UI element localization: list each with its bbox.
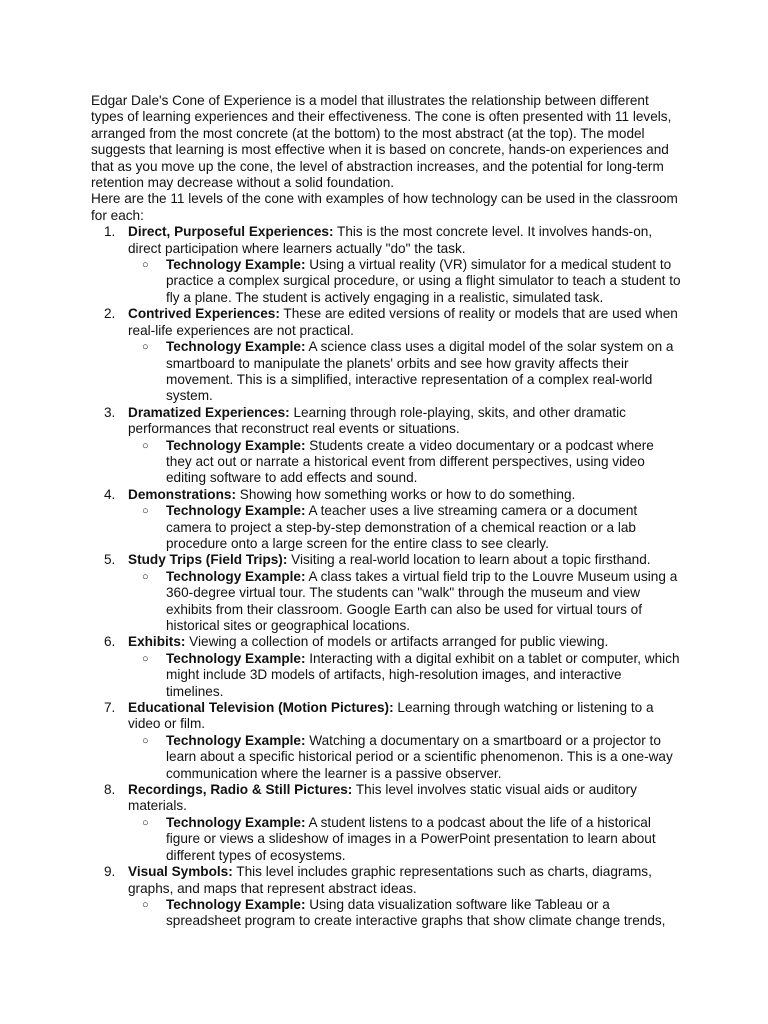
- level-title: Educational Television (Motion Pictures):: [128, 700, 394, 716]
- hollow-circle-bullet-icon: ○: [142, 341, 149, 354]
- example-item: [128, 257, 681, 306]
- level-item: [91, 700, 681, 782]
- example-label: Technology Example:: [166, 896, 306, 912]
- level-number: 8.: [104, 782, 116, 798]
- example-list: [128, 503, 681, 552]
- level-item: [91, 487, 681, 553]
- hollow-circle-bullet-icon: ○: [142, 570, 149, 583]
- hollow-circle-bullet-icon: ○: [142, 259, 149, 272]
- level-title: Exhibits:: [128, 634, 186, 650]
- level-item: [91, 864, 681, 930]
- example-item: [128, 651, 681, 700]
- example-list: [128, 339, 681, 405]
- level-title: Recordings, Radio & Still Pictures:: [128, 782, 353, 798]
- example-list: [128, 897, 681, 930]
- level-number: 6.: [104, 634, 116, 650]
- levels-list: [91, 224, 681, 929]
- document-page: [91, 93, 681, 930]
- level-description: This level involves static visual aids or auditory materials.: [128, 782, 637, 814]
- example-label: Technology Example:: [166, 339, 306, 355]
- example-text: Watching a documentary on a smartboard or a projector to learn about a specific historical period or a scientific phenomenon. This is a one-way communication where the learner is a passive observer.: [166, 732, 673, 781]
- level-item: [91, 405, 681, 487]
- example-label: Technology Example:: [166, 437, 306, 453]
- level-number: 2.: [104, 306, 116, 322]
- level-title: Demonstrations:: [128, 486, 237, 502]
- hollow-circle-bullet-icon: ○: [142, 898, 149, 911]
- hollow-circle-bullet-icon: ○: [142, 734, 149, 747]
- example-item: [128, 503, 681, 552]
- hollow-circle-bullet-icon: ○: [142, 652, 149, 665]
- level-description: Viewing a collection of models or artifacts arranged for public viewing.: [185, 634, 609, 650]
- intro-paragraph: Edgar Dale's Cone of Experience is a model that illustrates the relationship between different types of learning experiences and their effectiveness. The cone is often presented with 11 levels, arranged from the most concrete (at the bottom) to the most abstract (at the top). The model suggests that learning is most effective when it is based on concrete, hands-on experiences and that as you move up the cone, the level of abstraction increases, and the potential for long-term retention may decrease without a solid foundation.: [91, 93, 672, 191]
- example-list: [128, 651, 681, 700]
- lead-in-paragraph: Here are the 11 levels of the cone with examples of how technology can be used in the classroom for each:: [91, 191, 678, 223]
- example-label: Technology Example:: [166, 732, 306, 748]
- example-text: Students create a video documentary or a podcast where they act out or narrate a historical event from different perspectives, using video editing software to add effects and sound.: [166, 437, 654, 486]
- hollow-circle-bullet-icon: ○: [142, 505, 149, 518]
- example-text: A science class uses a digital model of the solar system on a smartboard to manipulate the planets' orbits and see how gravity affects their movement. This is a simplified, interactive representation of a complex real-world system.: [166, 339, 674, 404]
- example-list: [128, 569, 681, 635]
- level-title: Direct, Purposeful Experiences:: [128, 224, 334, 240]
- level-number: 5.: [104, 552, 116, 568]
- example-text: A student listens to a podcast about the life of a historical figure or views a slideshow of images in a PowerPoint presentation to learn about different types of ecosystems.: [166, 814, 656, 863]
- level-description: Learning through watching or listening to a video or film.: [128, 700, 654, 732]
- example-item: [128, 897, 681, 930]
- example-text: Using a virtual reality (VR) simulator for a medical student to practice a complex surgical procedure, or using a flight simulator to teach a student to fly a plane. The student is actively engaging in a realistic, simulated task.: [166, 257, 681, 305]
- level-description: Showing how something works or how to do something.: [236, 486, 576, 502]
- example-label: Technology Example:: [166, 257, 306, 273]
- example-text: A class takes a virtual field trip to the Louvre Museum using a 360-degree virtual tour. The students can "walk" through the museum and view exhibits from their classroom. Google Earth can also be used for virtual tours of historical sites or geographical locations.: [166, 568, 678, 633]
- level-item: [91, 634, 681, 700]
- level-description: This is the most concrete level. It involves hands-on, direct participation where learners actually "do" the task.: [128, 224, 653, 256]
- example-label: Technology Example:: [166, 814, 306, 830]
- example-item: [128, 733, 681, 782]
- level-description: Learning through role-playing, skits, and other dramatic performances that reconstruct real events or situations.: [128, 404, 626, 437]
- level-item: [91, 306, 681, 404]
- level-number: 3.: [104, 404, 116, 420]
- level-number: 9.: [104, 864, 116, 880]
- level-number: 7.: [104, 700, 116, 716]
- example-item: [128, 569, 681, 635]
- level-title: Contrived Experiences:: [128, 306, 280, 322]
- level-item: [91, 782, 681, 864]
- example-list: [128, 733, 681, 782]
- hollow-circle-bullet-icon: ○: [142, 816, 149, 829]
- level-title: Study Trips (Field Trips):: [128, 552, 288, 568]
- level-item: [91, 552, 681, 634]
- level-number: 1.: [104, 224, 116, 240]
- example-item: [128, 815, 681, 864]
- example-list: [128, 438, 681, 487]
- example-text: Interacting with a digital exhibit on a tablet or computer, which might include 3D models of artifacts, high-resolution images, and interactive timelines.: [166, 650, 680, 699]
- level-title: Dramatized Experiences:: [128, 404, 290, 420]
- level-item: [91, 224, 681, 306]
- example-list: [128, 815, 681, 864]
- level-title: Visual Symbols:: [128, 864, 233, 880]
- hollow-circle-bullet-icon: ○: [142, 439, 149, 452]
- example-label: Technology Example:: [166, 650, 306, 666]
- level-number: 4.: [104, 486, 116, 502]
- level-description: These are edited versions of reality or models that are used when real-life experiences are not practical.: [128, 306, 678, 338]
- example-item: [128, 339, 681, 405]
- example-label: Technology Example:: [166, 503, 306, 519]
- example-item: [128, 438, 681, 487]
- example-text: Using data visualization software like Tableau or a spreadsheet program to create interactive graphs that show climate change trends,: [166, 896, 666, 929]
- level-description: Visiting a real-world location to learn about a topic firsthand.: [287, 552, 651, 568]
- example-text: A teacher uses a live streaming camera or a document camera to project a step-by-step demonstration of a chemical reaction or a lab procedure onto a large screen for the entire class to see clearly.: [166, 503, 638, 551]
- example-label: Technology Example:: [166, 568, 306, 584]
- example-list: [128, 257, 681, 306]
- level-description: This level includes graphic representations such as charts, diagrams, graphs, and maps that represent abstract ideas.: [128, 864, 652, 896]
